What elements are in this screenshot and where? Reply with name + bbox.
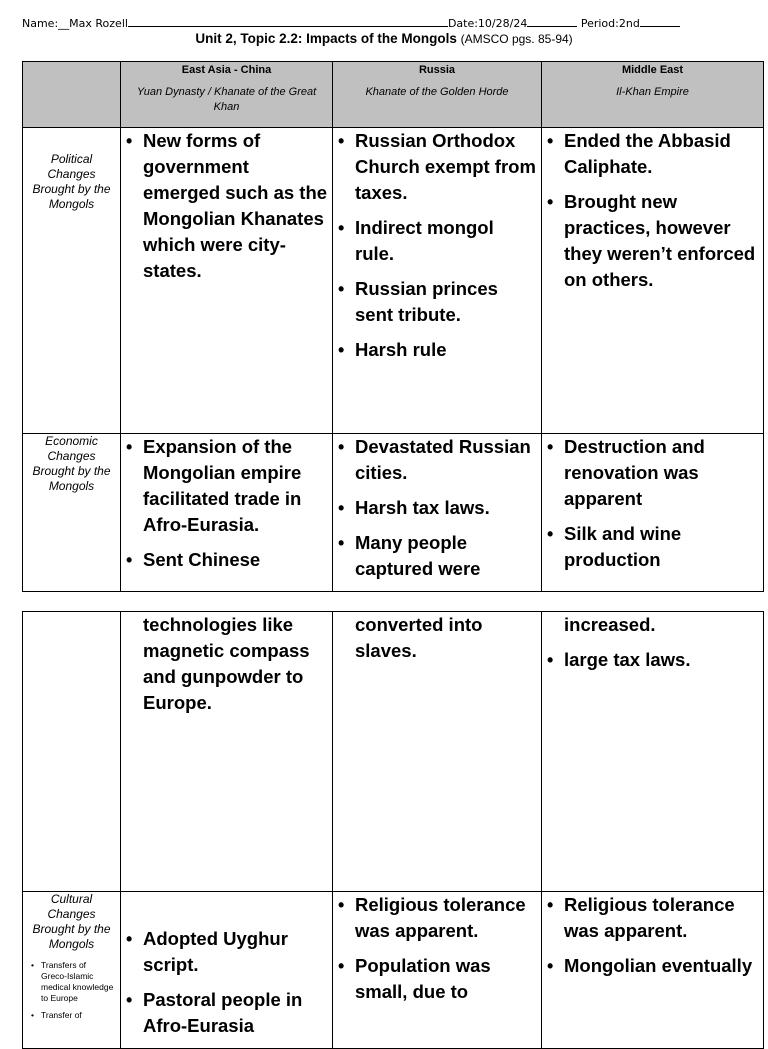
student-header <box>22 17 752 30</box>
cell-political-mideast <box>542 128 764 434</box>
note-item: • Transfers of Greco-Islamic medical knowledge to Europe <box>31 960 114 1004</box>
column-header-china <box>121 62 333 128</box>
bullet-point: • Indirect mongol rule. <box>355 215 537 267</box>
corner-cell <box>23 62 121 128</box>
column-subtitle: Il-Khan Empire <box>616 86 689 98</box>
bullet-point: • Silk and wine production <box>564 521 759 573</box>
bullet-continuation: increased. <box>564 614 656 635</box>
cell-economic-china-cont <box>121 612 333 892</box>
period-field: Period:2nd <box>580 17 640 30</box>
cell-political-russia <box>333 128 542 434</box>
row-economic <box>23 434 764 592</box>
bullet-point: • Russian princes sent tribute. <box>355 276 537 328</box>
page-title <box>0 31 768 46</box>
cell-cultural-russia <box>333 892 542 1049</box>
bullet-point: • Sent Chinese <box>143 547 328 573</box>
bullet-point: • Expansion of the Mongolian empire facilitated trade in Afro-Eurasia. <box>143 434 328 538</box>
note-item: • Transfer of <box>31 1010 114 1021</box>
cell-economic-russia <box>333 434 542 592</box>
bullet-point: • Mongolian eventually <box>564 953 759 979</box>
bullet-point: • Harsh rule <box>355 337 537 363</box>
date-field: Date:10/28/24 <box>447 17 528 30</box>
column-subtitle: Yuan Dynasty / Khanate of the Great Khan <box>136 86 317 113</box>
cell-economic-mideast-cont <box>542 612 764 892</box>
cell-economic-mideast <box>542 434 764 592</box>
column-subtitle: Khanate of the Golden Horde <box>365 86 509 98</box>
cell-cultural-china <box>121 892 333 1049</box>
bullet-point: • Pastoral people in Afro-Eurasia <box>143 987 328 1039</box>
name-underline <box>128 17 448 27</box>
column-name: East Asia - China <box>181 64 272 76</box>
bullet-point: • Many people captured were <box>355 530 537 582</box>
title-main: Unit 2, Topic 2.2: Impacts of the Mongols <box>195 31 457 46</box>
date-underline <box>527 17 577 27</box>
notes-table-continued <box>22 611 764 1049</box>
header-row <box>23 62 764 128</box>
bullet-point: • large tax laws. <box>564 647 759 673</box>
column-header-mideast <box>542 62 764 128</box>
bullet-point: • Religious tolerance was apparent. <box>355 892 537 944</box>
bullet-point: • Destruction and renovation was apparent <box>564 434 759 512</box>
bullet-point: • Devastated Russian cities. <box>355 434 537 486</box>
column-name: Russia <box>418 64 456 76</box>
bullet-point: • Brought new practices, however they weren’t enforced on others. <box>564 189 759 293</box>
bullet-point: • Harsh tax laws. <box>355 495 537 521</box>
cell-economic-china <box>121 434 333 592</box>
row-label-text: Cultural Changes Brought by the Mongols <box>32 892 111 951</box>
cell-political-china <box>121 128 333 434</box>
row-label-cultural <box>23 892 121 1049</box>
row-label-economic: Economic Changes Brought by the Mongols <box>23 434 121 592</box>
name-field: Name:__Max Rozell <box>22 17 128 30</box>
row-economic-continued <box>23 612 764 892</box>
row-label-empty <box>23 612 121 892</box>
cultural-notes <box>29 960 114 1021</box>
title-sub: (AMSCO pgs. 85-94) <box>460 32 573 46</box>
cell-cultural-mideast <box>542 892 764 1049</box>
column-header-russia <box>333 62 542 128</box>
row-political <box>23 128 764 434</box>
bullet-continuation: technologies like magnetic compass and gunpowder to Europe. <box>143 614 310 713</box>
bullet-continuation: converted into slaves. <box>355 614 483 661</box>
notes-table-top <box>22 61 764 592</box>
cell-economic-russia-cont <box>333 612 542 892</box>
row-label-political: Political Changes Brought by the Mongols <box>23 128 121 434</box>
bullet-point: • Russian Orthodox Church exempt from taxes. <box>355 128 537 206</box>
column-name: Middle East <box>621 64 684 76</box>
bullet-point: • Population was small, due to <box>355 953 537 1005</box>
bullet-point: • Religious tolerance was apparent. <box>564 892 759 944</box>
bullet-point: • Adopted Uyghur script. <box>143 926 328 978</box>
period-underline <box>640 17 680 27</box>
row-cultural <box>23 892 764 1049</box>
bullet-point: • Ended the Abbasid Caliphate. <box>564 128 759 180</box>
bullet-point: • New forms of government emerged such as the Mongolian Khanates which were city-states. <box>143 128 328 284</box>
